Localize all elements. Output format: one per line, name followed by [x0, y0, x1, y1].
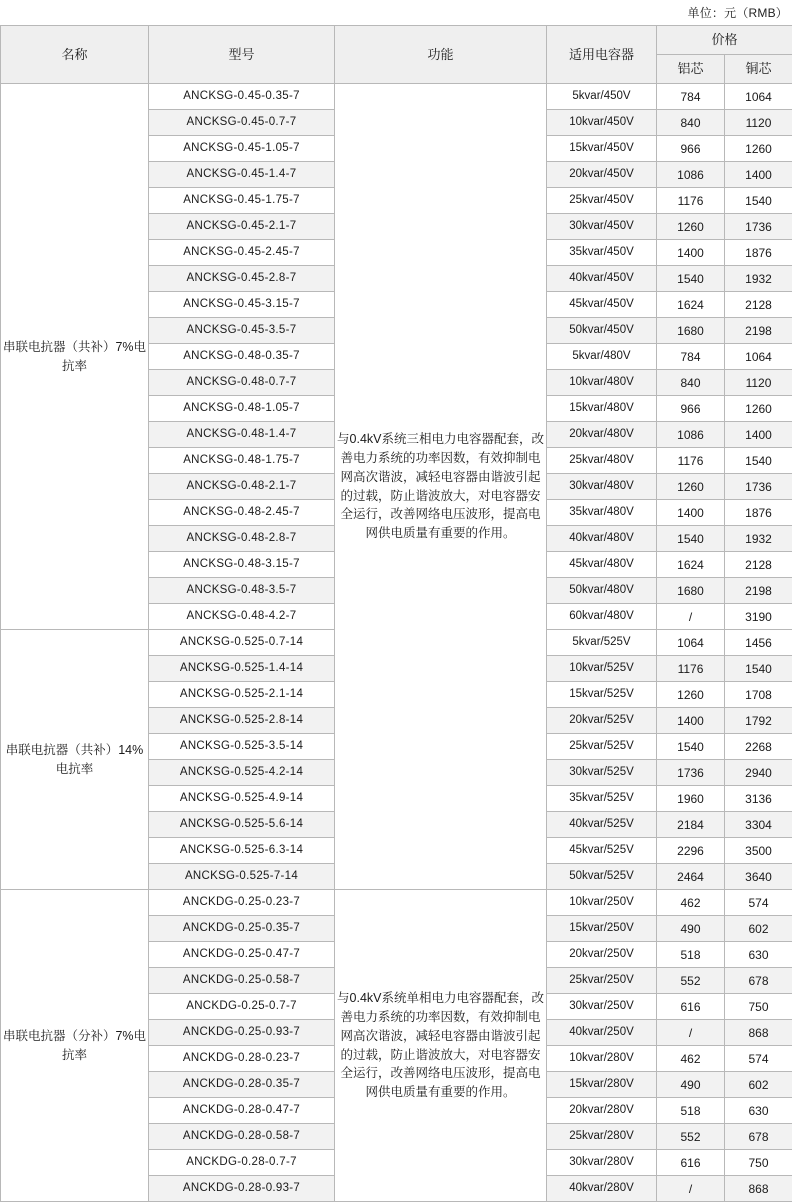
capacitor-cell: 20kvar/480V [547, 422, 657, 448]
copper-price-cell: 1120 [725, 110, 792, 136]
model-cell: ANCKSG-0.525-0.7-14 [149, 630, 335, 656]
column-header-model: 型号 [149, 26, 335, 84]
copper-price-cell: 630 [725, 942, 792, 968]
copper-price-cell: 1400 [725, 162, 792, 188]
aluminum-price-cell: 1064 [657, 630, 725, 656]
capacitor-cell: 10kvar/280V [547, 1046, 657, 1072]
capacitor-cell: 40kvar/525V [547, 812, 657, 838]
table-body [1, 84, 792, 1202]
capacitor-cell: 10kvar/450V [547, 110, 657, 136]
model-cell: ANCKDG-0.25-0.58-7 [149, 968, 335, 994]
aluminum-price-cell: 462 [657, 890, 725, 916]
aluminum-price-cell: 784 [657, 84, 725, 110]
table-row [1, 84, 792, 110]
copper-price-cell: 868 [725, 1020, 792, 1046]
capacitor-cell: 25kvar/280V [547, 1124, 657, 1150]
copper-price-cell: 1260 [725, 396, 792, 422]
copper-price-cell: 1736 [725, 214, 792, 240]
model-cell: ANCKSG-0.45-2.1-7 [149, 214, 335, 240]
model-cell: ANCKSG-0.45-2.45-7 [149, 240, 335, 266]
capacitor-cell: 25kvar/250V [547, 968, 657, 994]
copper-price-cell: 1708 [725, 682, 792, 708]
capacitor-cell: 10kvar/250V [547, 890, 657, 916]
copper-price-cell: 1540 [725, 188, 792, 214]
aluminum-price-cell: / [657, 1176, 725, 1202]
model-cell: ANCKSG-0.48-0.35-7 [149, 344, 335, 370]
model-cell: ANCKDG-0.28-0.35-7 [149, 1072, 335, 1098]
capacitor-cell: 40kvar/280V [547, 1176, 657, 1202]
aluminum-price-cell: 1624 [657, 552, 725, 578]
model-cell: ANCKSG-0.525-6.3-14 [149, 838, 335, 864]
capacitor-cell: 15kvar/280V [547, 1072, 657, 1098]
copper-price-cell: 1120 [725, 370, 792, 396]
aluminum-price-cell: 784 [657, 344, 725, 370]
aluminum-price-cell: 1680 [657, 318, 725, 344]
model-cell: ANCKSG-0.48-0.7-7 [149, 370, 335, 396]
capacitor-cell: 30kvar/525V [547, 760, 657, 786]
model-cell: ANCKSG-0.48-3.5-7 [149, 578, 335, 604]
aluminum-price-cell: 490 [657, 1072, 725, 1098]
aluminum-price-cell: 1086 [657, 162, 725, 188]
aluminum-price-cell: 1400 [657, 240, 725, 266]
model-cell: ANCKSG-0.525-1.4-14 [149, 656, 335, 682]
copper-price-cell: 2128 [725, 552, 792, 578]
copper-price-cell: 2128 [725, 292, 792, 318]
function-cell: 与0.4kV系统三相电力电容器配套，改善电力系统的功率因数，有效抑制电网高次谐波，减轻电容器由谐波引起的过载，防止谐波放大，对电容器安全运行，改善网络电压波形，提高电网供电质量有重要的作用。 [335, 84, 547, 890]
capacitor-cell: 40kvar/450V [547, 266, 657, 292]
copper-price-cell: 602 [725, 1072, 792, 1098]
column-header-name: 名称 [1, 26, 149, 84]
copper-price-cell: 1932 [725, 266, 792, 292]
capacitor-cell: 20kvar/280V [547, 1098, 657, 1124]
aluminum-price-cell: 2184 [657, 812, 725, 838]
model-cell: ANCKDG-0.25-0.47-7 [149, 942, 335, 968]
model-cell: ANCKSG-0.48-2.1-7 [149, 474, 335, 500]
model-cell: ANCKSG-0.48-1.4-7 [149, 422, 335, 448]
aluminum-price-cell: 1086 [657, 422, 725, 448]
copper-price-cell: 2198 [725, 578, 792, 604]
model-cell: ANCKSG-0.45-1.75-7 [149, 188, 335, 214]
model-cell: ANCKSG-0.45-0.7-7 [149, 110, 335, 136]
table-row [1, 890, 792, 916]
copper-price-cell: 1540 [725, 656, 792, 682]
model-cell: ANCKSG-0.48-3.15-7 [149, 552, 335, 578]
copper-price-cell: 574 [725, 1046, 792, 1072]
aluminum-price-cell: 1176 [657, 656, 725, 682]
model-cell: ANCKDG-0.28-0.7-7 [149, 1150, 335, 1176]
aluminum-price-cell: 1176 [657, 188, 725, 214]
capacitor-cell: 20kvar/250V [547, 942, 657, 968]
column-header-copper: 铜芯 [725, 55, 792, 84]
column-header-function: 功能 [335, 26, 547, 84]
copper-price-cell: 678 [725, 1124, 792, 1150]
model-cell: ANCKDG-0.28-0.93-7 [149, 1176, 335, 1202]
copper-price-cell: 602 [725, 916, 792, 942]
aluminum-price-cell: 1540 [657, 734, 725, 760]
model-cell: ANCKDG-0.25-0.23-7 [149, 890, 335, 916]
copper-price-cell: 3500 [725, 838, 792, 864]
capacitor-cell: 25kvar/525V [547, 734, 657, 760]
capacitor-cell: 10kvar/525V [547, 656, 657, 682]
group-name-cell: 串联电抗器（分补）7%电抗率 [1, 890, 149, 1202]
aluminum-price-cell: 1540 [657, 266, 725, 292]
model-cell: ANCKDG-0.25-0.7-7 [149, 994, 335, 1020]
capacitor-cell: 40kvar/250V [547, 1020, 657, 1046]
aluminum-price-cell: 462 [657, 1046, 725, 1072]
model-cell: ANCKSG-0.45-0.35-7 [149, 84, 335, 110]
aluminum-price-cell: 1680 [657, 578, 725, 604]
model-cell: ANCKSG-0.45-1.4-7 [149, 162, 335, 188]
capacitor-cell: 50kvar/450V [547, 318, 657, 344]
capacitor-cell: 40kvar/480V [547, 526, 657, 552]
model-cell: ANCKSG-0.48-1.75-7 [149, 448, 335, 474]
copper-price-cell: 1876 [725, 240, 792, 266]
copper-price-cell: 1792 [725, 708, 792, 734]
capacitor-cell: 15kvar/480V [547, 396, 657, 422]
copper-price-cell: 750 [725, 994, 792, 1020]
capacitor-cell: 30kvar/280V [547, 1150, 657, 1176]
aluminum-price-cell: 840 [657, 370, 725, 396]
table-header [1, 26, 792, 84]
copper-price-cell: 1876 [725, 500, 792, 526]
model-cell: ANCKSG-0.45-3.15-7 [149, 292, 335, 318]
copper-price-cell: 1260 [725, 136, 792, 162]
capacitor-cell: 50kvar/525V [547, 864, 657, 890]
copper-price-cell: 1540 [725, 448, 792, 474]
copper-price-cell: 1456 [725, 630, 792, 656]
aluminum-price-cell: 616 [657, 1150, 725, 1176]
copper-price-cell: 1736 [725, 474, 792, 500]
copper-price-cell: 1932 [725, 526, 792, 552]
capacitor-cell: 10kvar/480V [547, 370, 657, 396]
aluminum-price-cell: 1960 [657, 786, 725, 812]
capacitor-cell: 60kvar/480V [547, 604, 657, 630]
aluminum-price-cell: 1260 [657, 474, 725, 500]
capacitor-cell: 30kvar/450V [547, 214, 657, 240]
model-cell: ANCKSG-0.525-2.1-14 [149, 682, 335, 708]
copper-price-cell: 750 [725, 1150, 792, 1176]
model-cell: ANCKSG-0.525-4.2-14 [149, 760, 335, 786]
capacitor-cell: 5kvar/525V [547, 630, 657, 656]
aluminum-price-cell: 490 [657, 916, 725, 942]
capacitor-cell: 5kvar/450V [547, 84, 657, 110]
column-header-capacitor: 适用电容器 [547, 26, 657, 84]
capacitor-cell: 15kvar/450V [547, 136, 657, 162]
copper-price-cell: 2198 [725, 318, 792, 344]
aluminum-price-cell: 1260 [657, 214, 725, 240]
aluminum-price-cell: 2464 [657, 864, 725, 890]
copper-price-cell: 1064 [725, 344, 792, 370]
capacitor-cell: 15kvar/250V [547, 916, 657, 942]
copper-price-cell: 3640 [725, 864, 792, 890]
aluminum-price-cell: 966 [657, 136, 725, 162]
model-cell: ANCKSG-0.525-4.9-14 [149, 786, 335, 812]
unit-note: 单位：元（RMB） [0, 0, 792, 25]
model-cell: ANCKSG-0.48-2.8-7 [149, 526, 335, 552]
model-cell: ANCKDG-0.25-0.35-7 [149, 916, 335, 942]
model-cell: ANCKSG-0.45-1.05-7 [149, 136, 335, 162]
copper-price-cell: 3190 [725, 604, 792, 630]
copper-price-cell: 1400 [725, 422, 792, 448]
capacitor-cell: 35kvar/450V [547, 240, 657, 266]
capacitor-cell: 35kvar/525V [547, 786, 657, 812]
capacitor-cell: 25kvar/450V [547, 188, 657, 214]
aluminum-price-cell: 518 [657, 942, 725, 968]
model-cell: ANCKSG-0.48-2.45-7 [149, 500, 335, 526]
copper-price-cell: 868 [725, 1176, 792, 1202]
capacitor-cell: 25kvar/480V [547, 448, 657, 474]
copper-price-cell: 1064 [725, 84, 792, 110]
model-cell: ANCKSG-0.525-3.5-14 [149, 734, 335, 760]
model-cell: ANCKSG-0.45-3.5-7 [149, 318, 335, 344]
column-header-aluminum: 铝芯 [657, 55, 725, 84]
aluminum-price-cell: / [657, 604, 725, 630]
aluminum-price-cell: 552 [657, 1124, 725, 1150]
function-cell: 与0.4kV系统单相电力电容器配套，改善电力系统的功率因数，有效抑制电网高次谐波，减轻电容器由谐波引起的过载，防止谐波放大，对电容器安全运行，改善网络电压波形，提高电网供电质量有重要的作用。 [335, 890, 547, 1202]
copper-price-cell: 2940 [725, 760, 792, 786]
copper-price-cell: 630 [725, 1098, 792, 1124]
aluminum-price-cell: 840 [657, 110, 725, 136]
model-cell: ANCKDG-0.25-0.93-7 [149, 1020, 335, 1046]
aluminum-price-cell: 966 [657, 396, 725, 422]
model-cell: ANCKDG-0.28-0.47-7 [149, 1098, 335, 1124]
aluminum-price-cell: / [657, 1020, 725, 1046]
aluminum-price-cell: 1400 [657, 708, 725, 734]
aluminum-price-cell: 1736 [657, 760, 725, 786]
capacitor-cell: 45kvar/525V [547, 838, 657, 864]
model-cell: ANCKSG-0.48-4.2-7 [149, 604, 335, 630]
capacitor-cell: 50kvar/480V [547, 578, 657, 604]
reactor-price-table [0, 25, 792, 1202]
model-cell: ANCKSG-0.45-2.8-7 [149, 266, 335, 292]
group-name-cell: 串联电抗器（共补）7%电抗率 [1, 84, 149, 630]
aluminum-price-cell: 616 [657, 994, 725, 1020]
copper-price-cell: 3304 [725, 812, 792, 838]
capacitor-cell: 30kvar/250V [547, 994, 657, 1020]
column-header-price: 价格 [657, 26, 792, 55]
model-cell: ANCKDG-0.28-0.23-7 [149, 1046, 335, 1072]
aluminum-price-cell: 1624 [657, 292, 725, 318]
aluminum-price-cell: 1260 [657, 682, 725, 708]
aluminum-price-cell: 1400 [657, 500, 725, 526]
aluminum-price-cell: 2296 [657, 838, 725, 864]
copper-price-cell: 678 [725, 968, 792, 994]
model-cell: ANCKDG-0.28-0.58-7 [149, 1124, 335, 1150]
copper-price-cell: 3136 [725, 786, 792, 812]
aluminum-price-cell: 1540 [657, 526, 725, 552]
capacitor-cell: 15kvar/525V [547, 682, 657, 708]
model-cell: ANCKSG-0.525-2.8-14 [149, 708, 335, 734]
capacitor-cell: 30kvar/480V [547, 474, 657, 500]
aluminum-price-cell: 1176 [657, 448, 725, 474]
capacitor-cell: 20kvar/450V [547, 162, 657, 188]
model-cell: ANCKSG-0.525-5.6-14 [149, 812, 335, 838]
aluminum-price-cell: 518 [657, 1098, 725, 1124]
model-cell: ANCKSG-0.525-7-14 [149, 864, 335, 890]
capacitor-cell: 45kvar/450V [547, 292, 657, 318]
capacitor-cell: 35kvar/480V [547, 500, 657, 526]
capacitor-cell: 5kvar/480V [547, 344, 657, 370]
group-name-cell: 串联电抗器（共补）14%电抗率 [1, 630, 149, 890]
copper-price-cell: 2268 [725, 734, 792, 760]
copper-price-cell: 574 [725, 890, 792, 916]
model-cell: ANCKSG-0.48-1.05-7 [149, 396, 335, 422]
capacitor-cell: 20kvar/525V [547, 708, 657, 734]
aluminum-price-cell: 552 [657, 968, 725, 994]
capacitor-cell: 45kvar/480V [547, 552, 657, 578]
header-row-1 [1, 26, 792, 55]
